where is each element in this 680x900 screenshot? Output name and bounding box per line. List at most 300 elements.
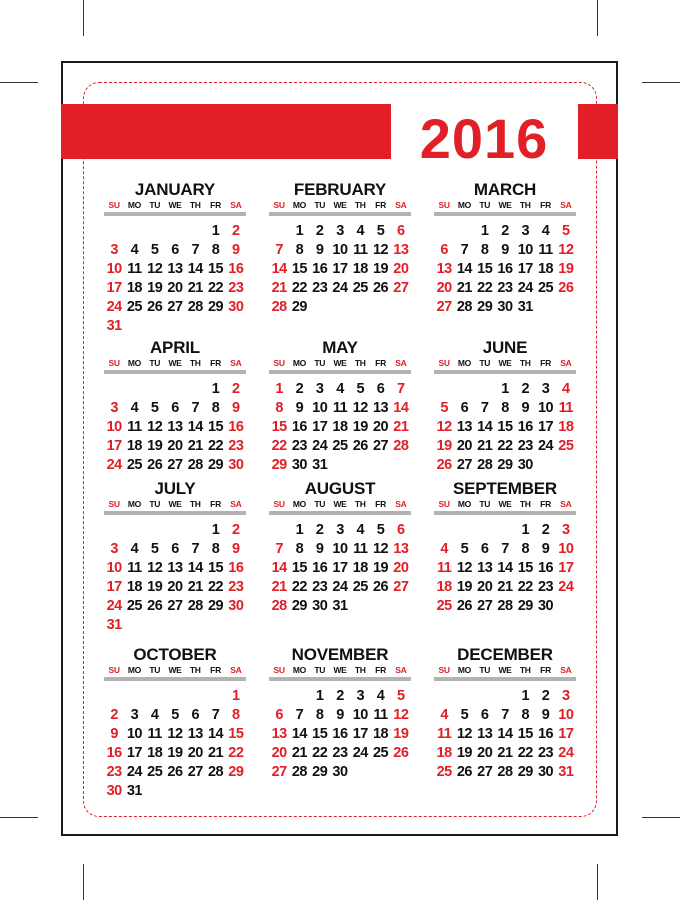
day-cell: 2 — [315, 522, 324, 538]
week-row — [104, 380, 246, 399]
day-cell: 19 — [456, 579, 472, 595]
day-cell — [165, 782, 185, 801]
day-cell: 21 — [497, 579, 513, 595]
week-row — [434, 559, 576, 578]
day-cell: 25 — [126, 457, 142, 473]
day-cell — [104, 380, 124, 399]
weekday-label: SU — [438, 358, 450, 368]
month-november — [269, 645, 411, 782]
weekday-rule — [434, 370, 576, 374]
day-cell: 14 — [187, 419, 203, 435]
weekday-rule — [104, 212, 246, 216]
weekday-label: FR — [210, 358, 221, 368]
month-name: JUNE — [482, 338, 528, 357]
day-cell: 30 — [312, 598, 328, 614]
week-row — [434, 298, 576, 317]
day-cell: 3 — [130, 707, 139, 723]
day-cell — [535, 298, 555, 317]
day-cell: 15 — [517, 726, 533, 742]
week-row — [269, 687, 411, 706]
week-row — [104, 706, 246, 725]
day-cell: 13 — [167, 261, 183, 277]
day-cell: 5 — [356, 381, 365, 397]
day-cell: 4 — [356, 522, 365, 538]
day-cell: 10 — [352, 707, 368, 723]
day-cell — [145, 616, 165, 635]
day-cell: 9 — [232, 400, 240, 416]
day-cell — [165, 380, 185, 399]
day-cell: 11 — [436, 726, 452, 742]
week-row — [434, 399, 576, 418]
day-cell — [145, 521, 165, 540]
day-cell: 20 — [167, 280, 183, 296]
year-title: 2016 — [419, 107, 549, 170]
day-cell: 23 — [106, 764, 122, 780]
crop-mark — [642, 82, 680, 83]
day-cell: 20 — [477, 579, 493, 595]
day-cell — [226, 317, 246, 336]
day-cell: 7 — [480, 400, 489, 416]
day-cell — [370, 763, 390, 782]
day-cell — [434, 380, 454, 399]
weekday-label: SU — [273, 200, 285, 210]
weekday-label: SA — [395, 200, 407, 210]
weekday-header — [269, 200, 411, 211]
day-cell — [330, 456, 350, 475]
day-cell: 13 — [456, 419, 472, 435]
week-row — [434, 260, 576, 279]
day-cell: 19 — [372, 560, 389, 576]
day-cell: 10 — [517, 242, 533, 258]
day-cell: 3 — [336, 522, 344, 538]
day-cell: 16 — [537, 560, 554, 576]
week-row — [269, 597, 411, 616]
weekday-label: MO — [292, 358, 306, 368]
day-cell: 12 — [147, 419, 163, 435]
day-cell: 16 — [106, 745, 122, 761]
weekday-rule — [269, 370, 411, 374]
week-row — [104, 317, 246, 336]
day-cell: 1 — [232, 688, 240, 704]
day-cell: 6 — [397, 223, 405, 239]
weekday-label: WE — [168, 200, 182, 210]
day-cell: 22 — [228, 745, 244, 761]
weekday-label: TU — [479, 200, 491, 210]
day-cell: 5 — [376, 223, 385, 239]
weekday-label: SU — [438, 200, 450, 210]
week-row — [104, 260, 246, 279]
day-cell: 26 — [372, 280, 389, 296]
day-cell: 7 — [275, 541, 283, 557]
day-cell: 11 — [558, 400, 573, 416]
weekday-label: SU — [438, 665, 450, 675]
day-cell: 17 — [537, 419, 554, 435]
day-cell — [205, 782, 225, 801]
day-cell: 3 — [110, 541, 118, 557]
day-cell: 2 — [336, 688, 344, 704]
day-cell — [124, 222, 144, 241]
day-cell: 11 — [127, 419, 142, 435]
day-cell: 4 — [130, 242, 139, 258]
day-cell: 12 — [372, 541, 389, 557]
day-cell: 2 — [501, 223, 509, 239]
weekday-label: TH — [354, 499, 366, 509]
month-april — [104, 338, 246, 475]
weekday-label: MO — [292, 499, 306, 509]
week-row — [434, 380, 576, 399]
weekday-label: WE — [168, 499, 182, 509]
day-cell: 6 — [171, 242, 179, 258]
weekday-label: MO — [292, 665, 306, 675]
day-cell: 29 — [207, 598, 224, 614]
day-cell: 14 — [187, 261, 203, 277]
day-cell: 25 — [537, 280, 554, 296]
day-cell: 29 — [291, 299, 307, 315]
day-cell: 6 — [440, 242, 448, 258]
day-cell: 26 — [436, 457, 452, 473]
day-cell: 13 — [436, 261, 452, 277]
crop-mark — [0, 817, 38, 818]
weekday-label: MO — [457, 499, 471, 509]
week-row — [434, 540, 576, 559]
day-cell: 27 — [271, 764, 287, 780]
day-cell — [205, 687, 225, 706]
day-cell: 16 — [332, 726, 348, 742]
day-cell: 9 — [232, 541, 240, 557]
week-row — [434, 456, 576, 475]
weekday-label: TU — [149, 200, 161, 210]
day-cell: 19 — [167, 745, 183, 761]
week-row — [104, 725, 246, 744]
day-cell: 15 — [207, 419, 224, 435]
weekday-label: SU — [108, 499, 120, 509]
week-row — [104, 456, 246, 475]
weekday-label: SA — [395, 358, 407, 368]
week-row — [269, 456, 411, 475]
day-cell: 5 — [440, 400, 448, 416]
week-row — [434, 725, 576, 744]
day-cell: 25 — [352, 280, 368, 296]
weekday-label: SU — [273, 358, 285, 368]
week-row — [269, 279, 411, 298]
weekday-label: MO — [127, 499, 141, 509]
weekday-label: SA — [560, 200, 572, 210]
day-cell — [145, 687, 165, 706]
day-cell: 23 — [228, 579, 244, 595]
day-cell: 30 — [537, 598, 554, 614]
weekday-label: SU — [108, 200, 120, 210]
day-cell: 8 — [275, 400, 283, 416]
day-cell: 4 — [440, 541, 448, 557]
month-name: OCTOBER — [133, 645, 217, 664]
day-cell: 14 — [271, 261, 287, 277]
week-row — [104, 597, 246, 616]
day-cell: 18 — [126, 579, 142, 595]
day-cell: 24 — [537, 438, 554, 454]
weekday-label: TU — [314, 665, 326, 675]
day-cell: 23 — [228, 438, 244, 454]
day-cell — [350, 456, 370, 475]
weekday-label: FR — [375, 358, 386, 368]
day-cell: 17 — [106, 438, 122, 454]
weekday-label: SU — [108, 358, 120, 368]
day-cell: 23 — [497, 280, 513, 296]
day-cell: 2 — [315, 223, 324, 239]
day-cell: 29 — [517, 764, 533, 780]
day-cell: 30 — [537, 764, 554, 780]
day-cell: 10 — [558, 541, 574, 557]
day-cell: 8 — [295, 242, 304, 258]
day-cell: 1 — [211, 522, 220, 538]
day-cell: 28 — [477, 457, 493, 473]
weekday-label: MO — [292, 200, 306, 210]
day-cell: 13 — [187, 726, 203, 742]
weekday-header — [104, 499, 246, 510]
day-cell: 1 — [295, 223, 304, 239]
day-cell: 15 — [312, 726, 328, 742]
day-cell: 7 — [275, 242, 283, 258]
day-cell: 20 — [372, 419, 389, 435]
day-cell: 7 — [211, 707, 220, 723]
week-row — [104, 399, 246, 418]
day-cell: 23 — [291, 438, 307, 454]
day-cell: 27 — [187, 764, 203, 780]
day-cell: 24 — [312, 438, 328, 454]
day-cell — [269, 222, 289, 241]
day-cell: 23 — [312, 280, 328, 296]
weekday-label: SA — [560, 665, 572, 675]
weekday-label: WE — [498, 200, 512, 210]
day-cell: 7 — [191, 400, 200, 416]
month-name: MARCH — [473, 180, 537, 199]
day-cell: 26 — [456, 764, 472, 780]
day-cell — [310, 298, 330, 317]
header-band-left — [61, 104, 391, 159]
day-cell: 12 — [436, 419, 452, 435]
crop-mark — [597, 864, 598, 900]
weekday-label: WE — [333, 358, 347, 368]
day-cell: 22 — [517, 579, 533, 595]
day-cell: 18 — [147, 745, 163, 761]
week-row — [269, 298, 411, 317]
day-cell: 31 — [106, 318, 122, 334]
week-row — [269, 763, 411, 782]
day-cell: 29 — [228, 764, 244, 780]
day-cell: 29 — [271, 457, 287, 473]
day-cell: 31 — [312, 457, 328, 473]
day-cell — [454, 380, 474, 399]
day-cell: 4 — [336, 381, 344, 397]
day-cell — [434, 687, 454, 706]
day-cell: 17 — [558, 560, 574, 576]
weekday-label: FR — [540, 665, 551, 675]
day-cell: 5 — [460, 541, 469, 557]
day-cell: 27 — [167, 299, 183, 315]
day-cell — [124, 317, 144, 336]
weekday-label: FR — [375, 665, 386, 675]
month-name: DECEMBER — [457, 645, 553, 664]
day-cell: 17 — [106, 280, 122, 296]
weekday-label: FR — [210, 499, 221, 509]
day-cell: 21 — [207, 745, 224, 761]
day-cell: 17 — [106, 579, 122, 595]
weekday-rule — [269, 511, 411, 515]
week-row — [104, 437, 246, 456]
week-row — [269, 559, 411, 578]
day-cell: 19 — [372, 261, 389, 277]
day-cell — [269, 687, 289, 706]
day-cell: 10 — [126, 726, 142, 742]
day-cell: 25 — [436, 598, 452, 614]
day-cell: 22 — [207, 579, 224, 595]
day-cell: 20 — [167, 438, 183, 454]
day-cell: 17 — [352, 726, 368, 742]
day-cell: 19 — [456, 745, 472, 761]
day-cell: 2 — [232, 223, 240, 239]
week-row — [104, 559, 246, 578]
day-cell: 20 — [393, 261, 409, 277]
day-cell: 15 — [207, 261, 224, 277]
weekday-header — [269, 665, 411, 676]
day-cell: 24 — [558, 745, 574, 761]
day-cell: 17 — [312, 419, 328, 435]
month-name: NOVEMBER — [291, 645, 389, 664]
day-cell: 6 — [397, 522, 405, 538]
week-row — [434, 437, 576, 456]
day-cell: 7 — [501, 707, 509, 723]
day-cell: 3 — [336, 223, 344, 239]
day-cell: 11 — [147, 726, 162, 742]
day-cell: 13 — [167, 419, 183, 435]
day-cell: 12 — [456, 560, 472, 576]
day-cell: 15 — [291, 261, 307, 277]
day-cell: 28 — [393, 438, 409, 454]
day-cell: 14 — [497, 560, 513, 576]
day-cell: 1 — [211, 223, 220, 239]
month-january — [104, 180, 246, 336]
weekday-label: MO — [127, 358, 141, 368]
day-cell: 13 — [477, 726, 493, 742]
day-cell: 10 — [537, 400, 554, 416]
day-cell: 29 — [497, 457, 513, 473]
day-cell: 27 — [393, 579, 409, 595]
week-row — [104, 521, 246, 540]
crop-mark — [597, 0, 598, 36]
day-cell — [124, 380, 144, 399]
day-cell: 22 — [291, 280, 307, 296]
day-cell — [124, 616, 144, 635]
day-cell: 12 — [393, 707, 409, 723]
day-cell: 26 — [393, 745, 409, 761]
day-cell — [391, 298, 411, 317]
week-row — [104, 540, 246, 559]
weekday-header — [269, 358, 411, 369]
day-cell — [124, 521, 144, 540]
day-cell: 21 — [187, 579, 203, 595]
day-cell — [165, 317, 185, 336]
month-october — [104, 645, 246, 801]
day-cell — [185, 687, 205, 706]
day-cell: 8 — [211, 242, 220, 258]
week-row — [434, 597, 576, 616]
day-cell: 16 — [312, 560, 328, 576]
day-cell — [205, 317, 225, 336]
day-cell: 28 — [456, 299, 472, 315]
weekday-label: TH — [519, 200, 531, 210]
day-cell: 14 — [291, 726, 307, 742]
day-cell — [330, 298, 350, 317]
day-cell: 9 — [110, 726, 118, 742]
week-row — [434, 706, 576, 725]
weekday-header — [269, 499, 411, 510]
weekday-rule — [434, 511, 576, 515]
crop-mark — [83, 864, 84, 900]
day-cell — [454, 521, 474, 540]
day-cell — [475, 687, 495, 706]
day-cell — [556, 456, 576, 475]
day-cell: 18 — [436, 745, 452, 761]
day-cell — [185, 616, 205, 635]
weekday-rule — [269, 212, 411, 216]
weekday-label: TU — [314, 358, 326, 368]
day-cell: 5 — [171, 707, 179, 723]
week-row — [434, 744, 576, 763]
day-cell: 7 — [501, 541, 509, 557]
day-cell — [185, 380, 205, 399]
day-cell: 22 — [497, 438, 513, 454]
day-cell — [104, 687, 124, 706]
day-cell — [165, 222, 185, 241]
day-cell: 1 — [521, 522, 530, 538]
week-row — [104, 222, 246, 241]
day-cell: 8 — [211, 400, 220, 416]
day-cell: 6 — [191, 707, 200, 723]
day-cell: 19 — [558, 261, 574, 277]
weekday-label: MO — [127, 665, 141, 675]
day-cell — [370, 597, 390, 616]
weekday-label: TH — [354, 665, 366, 675]
weekday-label: FR — [210, 200, 221, 210]
day-cell: 6 — [275, 707, 283, 723]
weekday-label: SU — [438, 499, 450, 509]
day-cell — [269, 521, 289, 540]
week-row — [104, 782, 246, 801]
weekday-label: TH — [189, 200, 201, 210]
day-cell — [185, 222, 205, 241]
day-cell: 8 — [480, 242, 489, 258]
weekday-label: MO — [457, 665, 471, 675]
day-cell — [370, 456, 390, 475]
day-cell — [124, 687, 144, 706]
day-cell: 7 — [191, 242, 200, 258]
week-row — [434, 279, 576, 298]
week-row — [269, 744, 411, 763]
day-cell: 9 — [541, 707, 550, 723]
day-cell: 27 — [436, 299, 452, 315]
weekday-label: WE — [333, 499, 347, 509]
day-cell: 11 — [127, 261, 142, 277]
crop-mark — [0, 82, 38, 83]
day-cell: 3 — [356, 688, 365, 704]
day-cell: 28 — [187, 598, 203, 614]
weekday-label: MO — [457, 358, 471, 368]
day-cell: 8 — [315, 707, 324, 723]
weekday-rule — [269, 677, 411, 681]
day-cell: 11 — [127, 560, 142, 576]
day-cell: 31 — [558, 764, 574, 780]
day-cell: 16 — [291, 419, 307, 435]
weekday-header — [104, 200, 246, 211]
